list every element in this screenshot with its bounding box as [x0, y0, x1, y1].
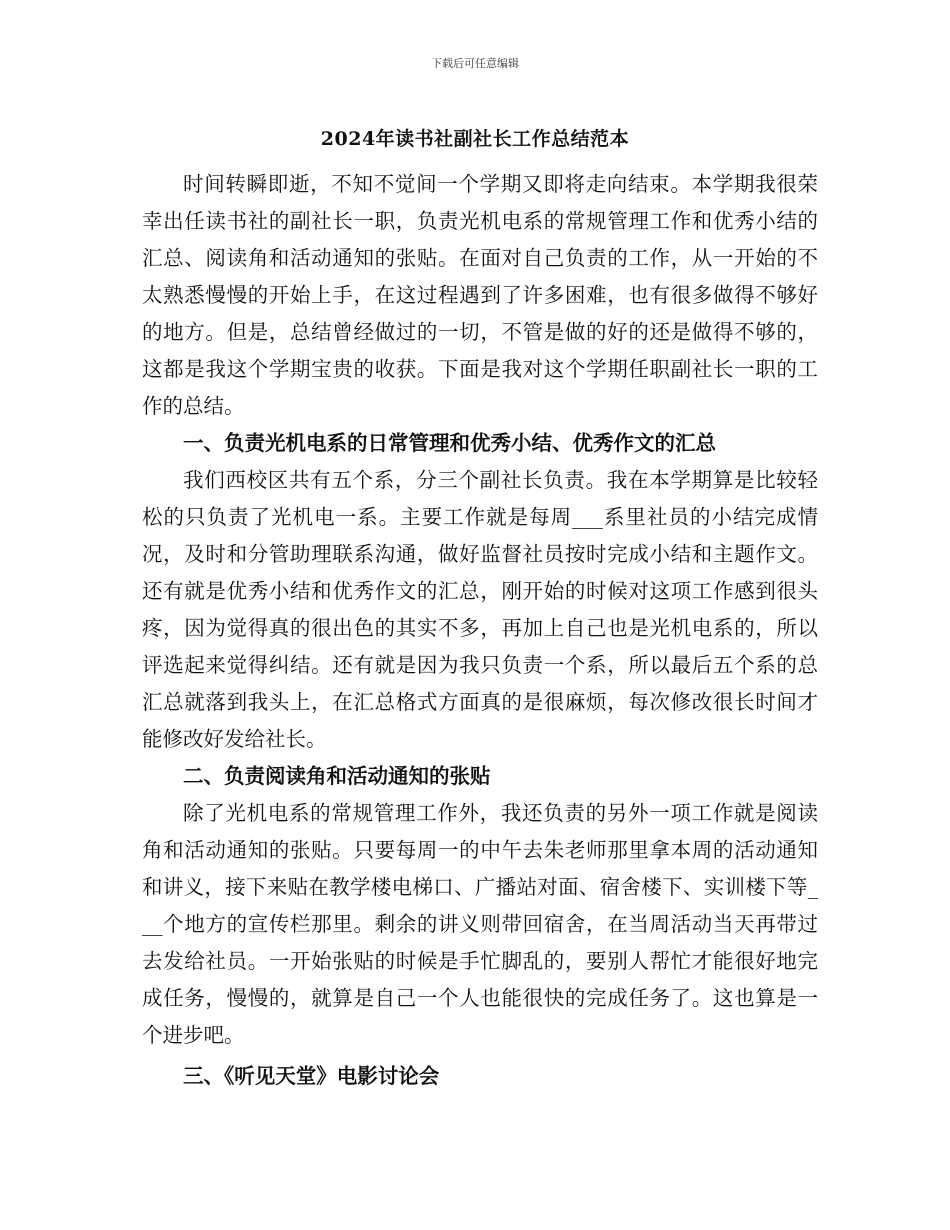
- document-title: 2024年读书社副社长工作总结范本: [320, 128, 630, 150]
- header-note: 下载后可任意编辑: [431, 57, 519, 70]
- document-body: [142, 166, 818, 1095]
- section-paragraph-2: 除了光机电系的常规管理工作外，我还负责的另外一项工作就是阅读角和活动通知的张贴。只要每周一的中午去朱老师那里拿本周的活动通知和讲义，接下来贴在教学楼电梯口、广播站对面、宿舍楼下、实训楼下等___个地方的宣传栏那里。剩余的讲义则带回宿舍，在当周活动当天再带过去发给社员。一开始张贴的时候是手忙脚乱的，要别人帮忙才能很好地完成任务，慢慢的，就算是自己一个人也能很快的完成任务了。这也算是一个进步吧。: [142, 801, 818, 1047]
- section-heading-1: 一、负责光机电系的日常管理和优秀小结、优秀作文的汇总: [183, 431, 716, 455]
- intro-paragraph: 时间转瞬即逝，不知不觉间一个学期又即将走向结束。本学期我很荣幸出任读书社的副社长一职，负责光机电系的常规管理工作和优秀小结的汇总、阅读角和活动通知的张贴。在面对自己负责的工作，从一开始的不太熟悉慢慢的开始上手，在这过程遇到了许多困难，也有很多做得不够好的地方。但是，总结曾经做过的一切，不管是做的好的还是做得不够的，这都是我这个学期宝贵的收获。下面是我对这个学期任职副社长一职的工作的总结。: [142, 172, 818, 418]
- section-heading-2: 二、负责阅读角和活动通知的张贴: [183, 764, 491, 788]
- section-heading-3: 三、《听见天堂》电影讨论会: [183, 1064, 440, 1088]
- section-paragraph-1: 我们西校区共有五个系，分三个副社长负责。我在本学期算是比较轻松的只负责了光机电一系。主要工作就是每周___系里社员的小结完成情况，及时和分管助理联系沟通，做好监督社员按时完成小结和主题作文。还有就是优秀小结和优秀作文的汇总，刚开始的时候对这项工作感到很头疼，因为觉得真的很出色的其实不多，再加上自己也是光机电系的，所以评选起来觉得纠结。还有就是因为我只负责一个系，所以最后五个系的总汇总就落到我头上，在汇总格式方面真的是很麻烦，每次修改很长时间才能修改好发给社长。: [142, 468, 818, 751]
